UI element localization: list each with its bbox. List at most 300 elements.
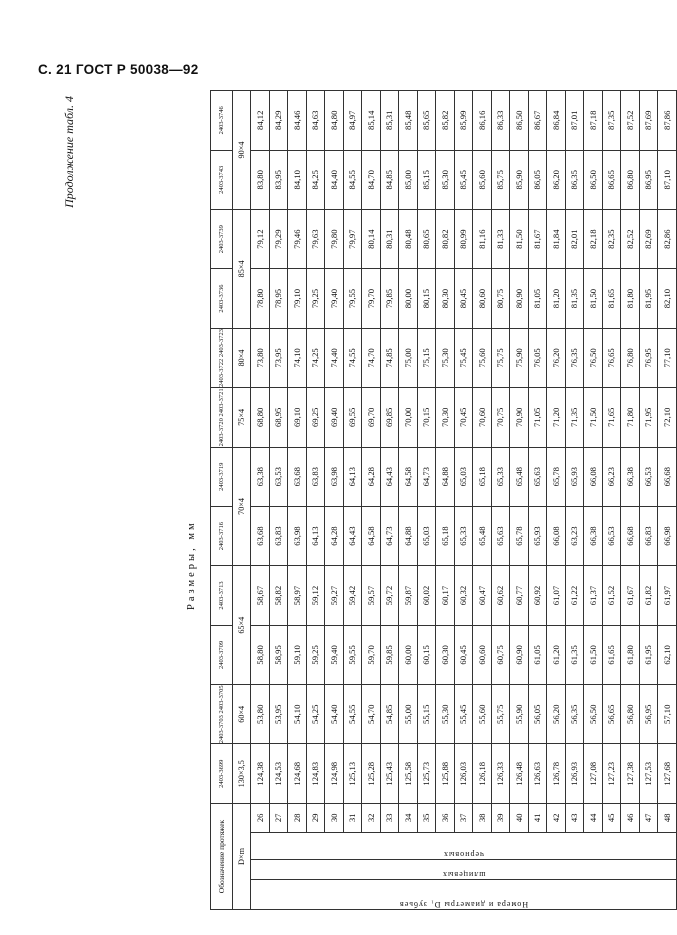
diameter-cell: 70,75: [491, 388, 510, 447]
diameter-cell: 56,05: [528, 685, 547, 744]
tooth-number: 45: [602, 804, 621, 833]
diameter-cell: 66,08: [547, 506, 566, 565]
diameter-cell: 82,52: [621, 209, 640, 268]
diameter-cell: 125,13: [343, 744, 362, 804]
diameter-cell: 61,35: [565, 625, 584, 684]
diameter-cell: 70,30: [436, 388, 455, 447]
part-number: 2403-3713: [211, 566, 233, 625]
diameter-cell: 63,98: [325, 447, 344, 506]
diameter-cell: 125,73: [417, 744, 436, 804]
diameter-cell: 64,73: [380, 506, 399, 565]
table-row: [528, 91, 547, 910]
diameter-cell: 61,22: [565, 566, 584, 625]
diameter-cell: 125,88: [436, 744, 455, 804]
diameter-cell: 86,20: [547, 150, 566, 209]
diameter-cell: 69,55: [343, 388, 362, 447]
table-row: [343, 91, 362, 910]
diameter-cell: 64,73: [417, 447, 436, 506]
diameter-cell: 74,10: [288, 328, 307, 387]
diameter-cell: 66,53: [602, 506, 621, 565]
diameter-cell: 69,10: [288, 388, 307, 447]
diameter-cell: 70,90: [510, 388, 529, 447]
diameter-cell: 78,95: [269, 269, 288, 328]
diameter-cell: 85,65: [417, 91, 436, 151]
diameter-cell: 56,50: [584, 685, 603, 744]
diameter-cell: 54,25: [306, 685, 325, 744]
diameter-cell: 86,67: [528, 91, 547, 151]
diameter-cell: 87,52: [621, 91, 640, 151]
diameter-cell: 78,80: [251, 269, 270, 328]
sizes-label: Размеры, мм: [186, 520, 197, 610]
table-row: [436, 91, 455, 910]
diameter-cell: 80,14: [362, 209, 381, 268]
diameter-cell: 71,35: [565, 388, 584, 447]
diameter-cell: 59,87: [399, 566, 418, 625]
part-number: 2403-3736: [211, 269, 233, 328]
diameter-cell: 82,10: [658, 269, 677, 328]
diameter-cell: 124,68: [288, 744, 307, 804]
diameter-cell: 84,63: [306, 91, 325, 151]
diameter-cell: 84,12: [251, 91, 270, 151]
diameter-cell: 80,30: [436, 269, 455, 328]
diameter-cell: 86,84: [547, 91, 566, 151]
diameter-cell: 126,48: [510, 744, 529, 804]
diameter-cell: 87,01: [565, 91, 584, 151]
diameter-cell: 59,85: [380, 625, 399, 684]
diameter-cell: 79,29: [269, 209, 288, 268]
diameter-cell: 81,50: [584, 269, 603, 328]
diameter-cell: 57,10: [658, 685, 677, 744]
table-row: [269, 91, 288, 910]
dim-header: 85×4: [233, 209, 251, 328]
diameter-cell: 61,80: [621, 625, 640, 684]
diameter-cell: 61,52: [602, 566, 621, 625]
diameter-cell: 80,75: [491, 269, 510, 328]
diameter-cell: 66,38: [584, 506, 603, 565]
diameter-cell: 71,80: [621, 388, 640, 447]
diameter-cell: 80,15: [417, 269, 436, 328]
diameter-cell: 80,31: [380, 209, 399, 268]
diameter-cell: 76,20: [547, 328, 566, 387]
diameter-cell: 55,75: [491, 685, 510, 744]
table-row: [473, 91, 492, 910]
part-number: 2403-3699: [211, 744, 233, 804]
sub-label-1-text: шлицевых: [441, 870, 485, 880]
diameter-cell: 86,65: [602, 150, 621, 209]
part-number: 2403-3703 2403-3705: [211, 685, 233, 744]
diameter-cell: 61,37: [584, 566, 603, 625]
diameter-cell: 61,82: [639, 566, 658, 625]
diameter-cell: 70,15: [417, 388, 436, 447]
diameter-cell: 64,58: [399, 447, 418, 506]
table-row: [565, 91, 584, 910]
diameter-cell: 82,18: [584, 209, 603, 268]
tooth-number: 33: [380, 804, 399, 833]
diameter-cell: 86,05: [528, 150, 547, 209]
diameter-cell: 84,40: [325, 150, 344, 209]
diameter-cell: 60,75: [491, 625, 510, 684]
diameter-cell: 84,85: [380, 150, 399, 209]
diameter-cell: 79,12: [251, 209, 270, 268]
diameter-cell: 84,55: [343, 150, 362, 209]
tooth-number: 47: [639, 804, 658, 833]
diameter-cell: 59,27: [325, 566, 344, 625]
diameter-cell: 75,15: [417, 328, 436, 387]
diameter-cell: 86,35: [565, 150, 584, 209]
diameter-cell: 85,82: [436, 91, 455, 151]
diameter-cell: 126,78: [547, 744, 566, 804]
diameter-cell: 71,95: [639, 388, 658, 447]
diameter-cell: 60,47: [473, 566, 492, 625]
diameter-cell: 63,23: [565, 506, 584, 565]
diameter-cell: 62,10: [658, 625, 677, 684]
diameter-cell: 58,67: [251, 566, 270, 625]
diameter-cell: 65,93: [528, 506, 547, 565]
table-row: [399, 91, 418, 910]
diameter-cell: 74,70: [362, 328, 381, 387]
diameter-cell: 66,08: [584, 447, 603, 506]
diameter-cell: 84,25: [306, 150, 325, 209]
diameter-cell: 64,13: [343, 447, 362, 506]
diameter-cell: 65,48: [510, 447, 529, 506]
diameter-cell: 56,35: [565, 685, 584, 744]
part-number: 2403-3746: [211, 91, 233, 151]
table-row: [510, 91, 529, 910]
part-number: 2403-3739: [211, 209, 233, 268]
diameter-cell: 64,13: [306, 506, 325, 565]
diameter-cell: 79,10: [288, 269, 307, 328]
diameter-cell: 64,28: [325, 506, 344, 565]
diameter-cell: 81,20: [547, 269, 566, 328]
diameter-cell: 64,88: [436, 447, 455, 506]
diameter-cell: 76,80: [621, 328, 640, 387]
row-group-label-text: Номера и диаметры D₁ зубьев: [398, 900, 528, 909]
diameter-cell: 82,01: [565, 209, 584, 268]
part-number: 2403-3722 2403-3723: [211, 328, 233, 387]
teeth-table: [210, 90, 677, 910]
tooth-number: 27: [269, 804, 288, 833]
diameter-cell: 71,50: [584, 388, 603, 447]
diameter-cell: 69,40: [325, 388, 344, 447]
diameter-cell: 85,60: [473, 150, 492, 209]
diameter-cell: 81,80: [621, 269, 640, 328]
diameter-cell: 81,65: [602, 269, 621, 328]
diameter-cell: 87,69: [639, 91, 658, 151]
tooth-number: 39: [491, 804, 510, 833]
diameter-cell: 86,16: [473, 91, 492, 151]
diameter-cell: 71,65: [602, 388, 621, 447]
diameter-cell: 86,80: [621, 150, 640, 209]
diameter-cell: 60,60: [473, 625, 492, 684]
table-row: [602, 91, 621, 910]
diameter-cell: 84,10: [288, 150, 307, 209]
dim-header: 60×4: [233, 685, 251, 744]
diameter-cell: 125,28: [362, 744, 381, 804]
rotated-table-area: [60, 90, 672, 910]
table-row: [584, 91, 603, 910]
tooth-number: 41: [528, 804, 547, 833]
diameter-cell: 75,30: [436, 328, 455, 387]
diameter-cell: 59,57: [362, 566, 381, 625]
diameter-cell: 66,83: [639, 506, 658, 565]
continuation-label: Продолжение табл. 4: [62, 96, 76, 208]
dzm-header: D×m: [233, 804, 251, 910]
part-number: 2403-3719: [211, 447, 233, 506]
diameter-cell: 85,90: [510, 150, 529, 209]
diameter-cell: 60,62: [491, 566, 510, 625]
diameter-cell: 59,55: [343, 625, 362, 684]
diameter-cell: 83,80: [251, 150, 270, 209]
tooth-number: 36: [436, 804, 455, 833]
diameter-cell: 81,33: [491, 209, 510, 268]
diameter-cell: 55,00: [399, 685, 418, 744]
diameter-cell: 75,75: [491, 328, 510, 387]
diameter-cell: 74,40: [325, 328, 344, 387]
designation-header: Обозначение протяжек: [211, 804, 233, 910]
diameter-cell: 85,75: [491, 150, 510, 209]
diameter-cell: 61,07: [547, 566, 566, 625]
diameter-cell: 81,35: [565, 269, 584, 328]
diameter-cell: 75,90: [510, 328, 529, 387]
diameter-cell: 60,17: [436, 566, 455, 625]
diameter-cell: 59,40: [325, 625, 344, 684]
diameter-cell: 60,45: [454, 625, 473, 684]
diameter-cell: 65,78: [547, 447, 566, 506]
diameter-cell: 79,80: [325, 209, 344, 268]
diameter-cell: 68,80: [251, 388, 270, 447]
diameter-cell: 76,50: [584, 328, 603, 387]
diameter-cell: 80,45: [454, 269, 473, 328]
diameter-cell: 54,55: [343, 685, 362, 744]
diameter-cell: 63,38: [251, 447, 270, 506]
diameter-cell: 61,20: [547, 625, 566, 684]
diameter-cell: 65,03: [417, 506, 436, 565]
diameter-cell: 80,48: [399, 209, 418, 268]
diameter-cell: 72,10: [658, 388, 677, 447]
part-number: 2403-3716: [211, 506, 233, 565]
diameter-cell: 75,00: [399, 328, 418, 387]
diameter-cell: 70,45: [454, 388, 473, 447]
dim-header: 90×4: [233, 91, 251, 210]
diameter-cell: 66,23: [602, 447, 621, 506]
diameter-cell: 80,82: [436, 209, 455, 268]
diameter-cell: 74,55: [343, 328, 362, 387]
tooth-number: 28: [288, 804, 307, 833]
diameter-cell: 66,98: [658, 506, 677, 565]
diameter-cell: 55,30: [436, 685, 455, 744]
diameter-cell: 79,63: [306, 209, 325, 268]
tooth-number: 35: [417, 804, 436, 833]
diameter-cell: 54,40: [325, 685, 344, 744]
diameter-cell: 58,82: [269, 566, 288, 625]
diameter-cell: 124,83: [306, 744, 325, 804]
diameter-cell: 87,18: [584, 91, 603, 151]
diameter-cell: 85,31: [380, 91, 399, 151]
diameter-cell: 65,03: [454, 447, 473, 506]
diameter-cell: 79,70: [362, 269, 381, 328]
diameter-cell: 58,95: [269, 625, 288, 684]
table-row: [621, 91, 640, 910]
diameter-cell: 80,65: [417, 209, 436, 268]
diameter-cell: 85,00: [399, 150, 418, 209]
diameter-cell: 59,70: [362, 625, 381, 684]
diameter-cell: 76,05: [528, 328, 547, 387]
diameter-cell: 66,53: [639, 447, 658, 506]
tooth-number: 48: [658, 804, 677, 833]
table-body: [251, 91, 677, 910]
diameter-cell: 64,43: [380, 447, 399, 506]
diameter-cell: 79,25: [306, 269, 325, 328]
diameter-cell: 61,65: [602, 625, 621, 684]
tooth-number: 26: [251, 804, 270, 833]
diameter-cell: 66,68: [621, 506, 640, 565]
diameter-cell: 61,50: [584, 625, 603, 684]
diameter-cell: 79,55: [343, 269, 362, 328]
page-header: С. 21 ГОСТ Р 50038—92: [38, 62, 199, 77]
diameter-cell: 65,18: [436, 506, 455, 565]
diameter-cell: 68,95: [269, 388, 288, 447]
diameter-cell: 60,77: [510, 566, 529, 625]
diameter-cell: 61,67: [621, 566, 640, 625]
diameter-cell: 73,95: [269, 328, 288, 387]
diameter-cell: 63,83: [306, 447, 325, 506]
diameter-cell: 86,33: [491, 91, 510, 151]
diameter-cell: 53,80: [251, 685, 270, 744]
diameter-cell: 86,50: [510, 91, 529, 151]
diameter-cell: 55,45: [454, 685, 473, 744]
diameter-cell: 127,08: [584, 744, 603, 804]
tooth-number: 30: [325, 804, 344, 833]
diameter-cell: 60,00: [399, 625, 418, 684]
diameter-cell: 58,97: [288, 566, 307, 625]
diameter-cell: 80,60: [473, 269, 492, 328]
tooth-number: 34: [399, 804, 418, 833]
diameter-cell: 61,97: [658, 566, 677, 625]
diameter-cell: 127,38: [621, 744, 640, 804]
sub-label-2: [251, 832, 677, 860]
dim-header: 130×3,5: [233, 744, 251, 804]
diameter-cell: 60,92: [528, 566, 547, 625]
tooth-number: 29: [306, 804, 325, 833]
diameter-cell: 81,84: [547, 209, 566, 268]
diameter-cell: 63,68: [251, 506, 270, 565]
diameter-cell: 76,95: [639, 328, 658, 387]
diameter-cell: 64,88: [399, 506, 418, 565]
diameter-cell: 85,99: [454, 91, 473, 151]
diameter-cell: 69,85: [380, 388, 399, 447]
diameter-cell: 65,63: [491, 506, 510, 565]
diameter-cell: 85,48: [399, 91, 418, 151]
diameter-cell: 66,68: [658, 447, 677, 506]
tooth-number: 43: [565, 804, 584, 833]
part-number: 2403-3720 2403-3721: [211, 388, 233, 447]
diameter-cell: 65,78: [510, 506, 529, 565]
diameter-cell: 126,18: [473, 744, 492, 804]
diameter-cell: 66,38: [621, 447, 640, 506]
diameter-cell: 84,70: [362, 150, 381, 209]
table-row: [362, 91, 381, 910]
diameter-cell: 81,67: [528, 209, 547, 268]
tooth-number: 40: [510, 804, 529, 833]
diameter-cell: 127,68: [658, 744, 677, 804]
diameter-cell: 58,80: [251, 625, 270, 684]
diameter-cell: 55,15: [417, 685, 436, 744]
diameter-cell: 70,00: [399, 388, 418, 447]
diameter-cell: 59,42: [343, 566, 362, 625]
diameter-cell: 63,83: [269, 506, 288, 565]
diameter-cell: 65,33: [454, 506, 473, 565]
diameter-cell: 79,97: [343, 209, 362, 268]
diameter-cell: 60,30: [436, 625, 455, 684]
diameter-cell: 55,60: [473, 685, 492, 744]
table-row: [306, 91, 325, 910]
diameter-cell: 65,48: [473, 506, 492, 565]
diameter-cell: 59,72: [380, 566, 399, 625]
diameter-cell: 126,93: [565, 744, 584, 804]
diameter-cell: 60,15: [417, 625, 436, 684]
diameter-cell: 73,80: [251, 328, 270, 387]
table-row: [417, 91, 436, 910]
diameter-cell: 54,10: [288, 685, 307, 744]
tooth-number: 46: [621, 804, 640, 833]
diameter-cell: 84,97: [343, 91, 362, 151]
diameter-cell: 77,10: [658, 328, 677, 387]
diameter-cell: 85,14: [362, 91, 381, 151]
diameter-cell: 60,02: [417, 566, 436, 625]
diameter-cell: 83,95: [269, 150, 288, 209]
tooth-number: 32: [362, 804, 381, 833]
diameter-cell: 125,43: [380, 744, 399, 804]
table-row: [658, 91, 677, 910]
diameter-cell: 81,16: [473, 209, 492, 268]
diameter-cell: 127,23: [602, 744, 621, 804]
diameter-cell: 84,46: [288, 91, 307, 151]
diameter-cell: 56,20: [547, 685, 566, 744]
diameter-cell: 70,60: [473, 388, 492, 447]
table-row: [251, 91, 270, 910]
diameter-cell: 125,58: [399, 744, 418, 804]
diameter-cell: 80,00: [399, 269, 418, 328]
diameter-cell: 87,86: [658, 91, 677, 151]
diameter-cell: 81,05: [528, 269, 547, 328]
diameter-cell: 54,70: [362, 685, 381, 744]
diameter-cell: 85,15: [417, 150, 436, 209]
diameter-cell: 76,35: [565, 328, 584, 387]
diameter-cell: 82,69: [639, 209, 658, 268]
diameter-cell: 63,53: [269, 447, 288, 506]
dim-header: 75×4: [233, 388, 251, 447]
diameter-cell: 59,10: [288, 625, 307, 684]
part-number: 2403-3709: [211, 625, 233, 684]
diameter-cell: 80,90: [510, 269, 529, 328]
sub-label-2-text: черновых: [442, 850, 484, 860]
table-row: [454, 91, 473, 910]
diameter-cell: 71,05: [528, 388, 547, 447]
diameter-cell: 87,35: [602, 91, 621, 151]
diameter-cell: 84,80: [325, 91, 344, 151]
dim-header: 70×4: [233, 447, 251, 566]
diameter-cell: 69,25: [306, 388, 325, 447]
diameter-cell: 75,60: [473, 328, 492, 387]
tooth-number: 31: [343, 804, 362, 833]
diameter-cell: 59,12: [306, 566, 325, 625]
diameter-cell: 84,29: [269, 91, 288, 151]
diameter-cell: 81,50: [510, 209, 529, 268]
diameter-cell: 64,58: [362, 506, 381, 565]
diameter-cell: 127,53: [639, 744, 658, 804]
table-row: [547, 91, 566, 910]
diameter-cell: 55,90: [510, 685, 529, 744]
